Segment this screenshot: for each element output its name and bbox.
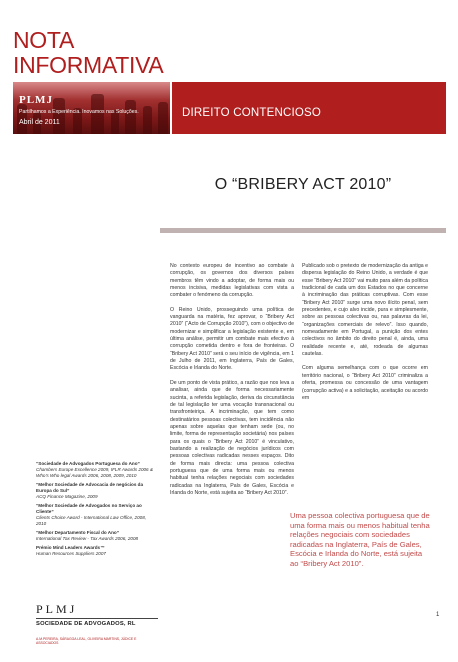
award-source: International Tax Review - Tax Awards 2006, 2008 — [36, 536, 139, 541]
logo-rule — [36, 618, 158, 619]
paragraph: Com alguma semelhança com o que ocorre em território nacional, o “Bribery Act 2010” criminaliza a oferta, promessa ou concessão de uma vantagem (corrupção activa) e a solicitação, aceitação ou acordo em — [302, 365, 428, 401]
award-source: ACQ Finance Magazine, 2009 — [36, 494, 98, 499]
banner-tagline: Partilhamos a Experiência. Inovamos nas Soluções. — [19, 109, 139, 115]
award-item — [36, 530, 156, 542]
header-banner — [13, 82, 446, 134]
paragraph: Publicado sob o pretexto de modernização da antiga e dispersa legislação do Reino Unido, a verdade é que esse “Bribery Act 2010” vai muito para além da política tradicional de cada um dos Estados no que concerne à incriminação das práticas corruptivas. Com esse “Bribery Act 2010” surge uma novo ilícito penal, sem precedentes, e cujo alvo incide, pura e simplesmente, sobre as pessoas colectivas ou, nas palavras da lei, “organizações comerciais de relevo”. Isso quando, nomeadamente em Portugal, a punição dos entes colectivos no âmbito do direito penal é, ainda, uma realidade recente e, até, rodeada de algumas cautelas. — [302, 263, 428, 358]
award-title: “Sociedade de Advogados Portuguesa do Ano” — [36, 461, 140, 466]
headline-rule — [160, 228, 446, 233]
plmj-logo: PLMJ — [36, 602, 78, 616]
award-title: Prémio Mind Leaders Awards™ — [36, 545, 105, 550]
firm-name: SOCIEDADE DE ADVOGADOS, RL — [36, 621, 136, 627]
newsletter-title — [13, 28, 163, 78]
title-line-2: INFORMATIVA — [13, 52, 164, 78]
body-column-2 — [302, 263, 428, 409]
award-item — [36, 482, 156, 500]
award-item — [36, 461, 156, 479]
award-title: “Melhor Departamento Fiscal do Ano” — [36, 530, 120, 535]
award-source: Human Resources Suppliers 2007 — [36, 551, 106, 556]
banner-brand-logo: PLMJ — [19, 94, 53, 106]
award-source: Chambers Europe Excellence 2009, IFLR Awards 2006 & Who's Who legal Awards 2006, 2008, 2009, 2010 — [36, 467, 153, 478]
section-banner — [172, 82, 446, 134]
article-headline: O “BRIBERY ACT 2010” — [214, 176, 392, 193]
firm-partners: A.M.PEREIRA, SÁRAGGA LEAL, OLIVEIRA MARTINS, JÚDICE E ASSOCIADOS — [36, 637, 137, 646]
paragraph: O Reino Unido, prosseguindo uma política de vanguarda na matéria, fez aprovar, o “Bribery Act 2010” (“Acto de Corrupção 2010”), com o objectivo de modernizar e simplificar a legislação existente e, em última análise, permitir um combate mais efectivo à corrupção cometida dentro e fora de fronteiras. O “Bribery Act 2010” será o seu início de vigência, em 1 de Julho de 2011, em Inglaterra, País de Gales, Escócia e Irlanda do Norte. — [170, 306, 294, 372]
award-source: Clients Choice Award - International Law Office, 2008, 2010 — [36, 515, 147, 526]
award-item — [36, 503, 156, 527]
paragraph: De um ponto de vista prático, a razão que nos leva a analisar, ainda que de forma necessariamente sucinta, a referida legislação, deriva da circunstância de tal legislação ter uma vocação transnacional ou transfronteiriça. A incriminação, que tem como destinatários pessoas colectivas, tem incidência não apenas sobre aquelas que tenham sede (ou, no limite, forma de representação societária) nos países para os quais o “Bribery Act 2010” é vinculativo, bastando a realização de negócios jurídicos com pessoas colectivas radicadas nesses espaços. Dito de forma mais directa: uma pessoa colectiva portuguesa que de uma forma mais ou menos habitual tenha relações negociais com sociedades radicadas na Inglaterra, País de Gales, Escócia e Irlanda do Norte, está sujeita ao “Bribery Act 2010”. — [170, 379, 294, 496]
section-label: DIREITO CONTENCIOSO — [182, 107, 322, 119]
award-title: “Melhor Sociedade de Advocacia de negócios da Europa do Sul” — [36, 482, 144, 493]
pull-quote: Uma pessoa colectiva portuguesa que de uma forma mais ou menos habitual tenha relações negociais com sociedades radicadas na Inglaterra, País de Gales, Escócia e Irlanda do Norte, está sujeita ao “Bribery Act 2010”. — [290, 511, 430, 568]
footer-logo — [36, 602, 158, 646]
issue-date: Abril de 2011 — [19, 119, 60, 126]
awards-list — [36, 461, 156, 560]
title-line-1: NOTA — [13, 27, 74, 53]
award-title: “Melhor Sociedade de Advogados no Serviço ao Cliente” — [36, 503, 142, 514]
page-number: 1 — [436, 612, 440, 618]
paragraph: No contexto europeu de incentivo ao combate à corrupção, os governos dos diversos países membros têm vindo a adoptar, de forma mais ou menos incisiva, medidas legislativas com vista a combater o fenómeno da corrupção. — [170, 263, 294, 299]
award-item — [36, 545, 156, 557]
banner-photo — [13, 82, 170, 134]
body-column-1 — [170, 263, 294, 504]
